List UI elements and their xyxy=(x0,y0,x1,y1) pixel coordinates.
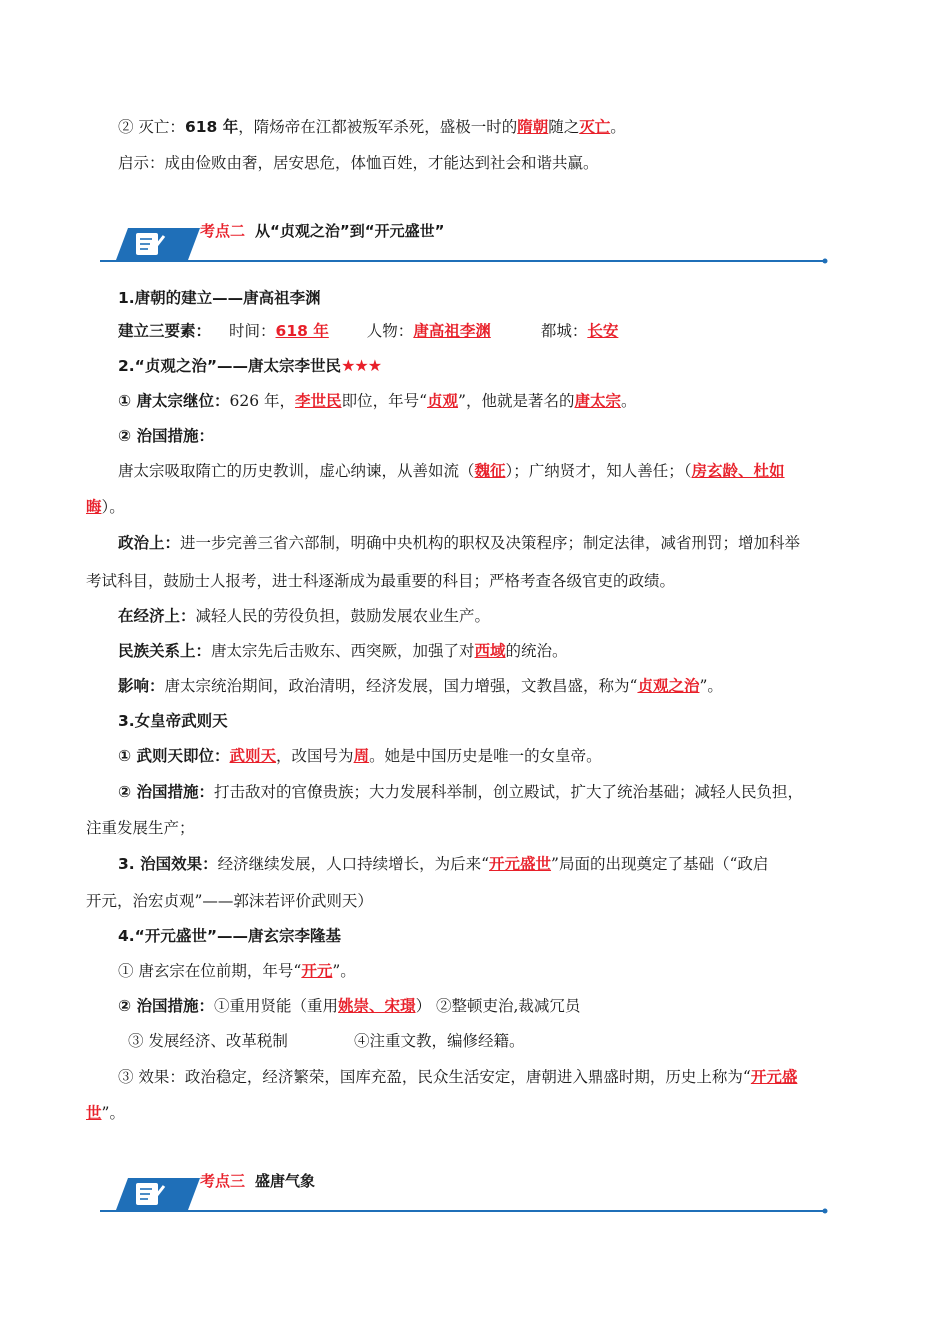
section-label: 考点三 xyxy=(200,1172,246,1190)
text: 。她是中国历史是唯一的女皇帝。 xyxy=(369,747,602,765)
text: ）。 xyxy=(101,498,125,516)
text: 人物： xyxy=(366,322,414,340)
measures-label: ② 治国措施： xyxy=(118,427,215,445)
text: 。 xyxy=(610,118,626,136)
label: ② 治国措施： xyxy=(118,997,215,1015)
section-title xyxy=(200,220,444,242)
section-title-text: 盛唐气象 xyxy=(255,1172,316,1190)
text: ③ 效果：政治稳定，经济繁荣，国库充盈，民众生活安定，唐朝进入鼎盛时期，历史上称为“ xyxy=(118,1068,751,1086)
measures-line-2 xyxy=(86,496,125,518)
text: 经济继续发展，人口持续增长，为后来“ xyxy=(217,855,490,873)
keyword: 618 年 xyxy=(275,322,329,340)
keyword: 李世民 xyxy=(295,392,342,410)
label: 影响： xyxy=(118,677,165,695)
keyword: 开元盛 xyxy=(750,1068,798,1086)
section-label: 考点二 xyxy=(200,222,246,240)
text: ③ 发展经济、改革税制 xyxy=(128,1032,288,1050)
politics-line-1 xyxy=(118,532,800,554)
section-header-3 xyxy=(100,1170,830,1220)
keyword: 周 xyxy=(353,747,370,765)
text: 2.“贞观之治”——唐太宗李世民 xyxy=(118,357,342,375)
keyword: 贞观之治 xyxy=(637,677,700,695)
heading-4: 4.“开元盛世”——唐玄宗李隆基 xyxy=(118,927,342,945)
intro-line-1 xyxy=(118,116,626,138)
accession-line xyxy=(118,390,636,412)
label: ② 治国措施： xyxy=(118,783,215,801)
keyword: 长安 xyxy=(587,322,619,340)
section-header-2 xyxy=(100,220,830,270)
measures-line-1 xyxy=(118,460,785,482)
text: ”局面的出现奠定了基础（“政启 xyxy=(551,855,769,873)
keyword: 开元盛世 xyxy=(489,855,552,873)
xuanzong-line-1 xyxy=(118,960,356,982)
wu-line-1 xyxy=(118,745,602,767)
text: 唐太宗先后击败东、西突厥，加强了对 xyxy=(211,642,475,660)
text: ”。 xyxy=(699,677,723,695)
text: ，隋炀帝在江都被叛军杀死，盛极一时的 xyxy=(238,118,518,136)
keyword: 魏征 xyxy=(474,462,506,480)
label: 3. 治国效果： xyxy=(118,855,218,873)
text: 626 年， xyxy=(229,392,296,410)
heading-1: 1.唐朝的建立——唐高祖李渊 xyxy=(118,289,321,307)
text: ） ②整顿吏治,裁减冗员 xyxy=(415,997,581,1015)
xuanzong-line-4 xyxy=(118,1066,797,1088)
economy-line xyxy=(118,605,490,627)
xuanzong-line-2 xyxy=(118,995,580,1017)
xuanzong-line-3 xyxy=(128,1030,524,1052)
section-title xyxy=(200,1170,315,1192)
keyword: 灭亡 xyxy=(579,118,611,136)
keyword: 房玄龄、杜如 xyxy=(691,462,785,480)
text: 都城： xyxy=(540,322,588,340)
text: 进一步完善三省六部制，明确中央机构的职权及决策程序；制定法律，减省刑罚；增加科举 xyxy=(180,534,801,552)
text: 减轻人民的劳役负担，鼓励发展农业生产。 xyxy=(195,607,491,625)
text: ”，他就是著名的 xyxy=(458,392,575,410)
intro-line-2: 启示：成由俭败由奢，居安思危，体恤百姓，才能达到社会和谐共赢。 xyxy=(118,154,599,172)
label: 民族关系上： xyxy=(118,642,212,660)
text: 唐太宗统治期间，政治清明，经济发展，国力增强，文教昌盛，称为“ xyxy=(164,677,638,695)
heading-2 xyxy=(118,355,381,377)
keyword: 武则天 xyxy=(229,747,277,765)
text: 打击敌对的官僚贵族；大力发展科举制，创立殿试，扩大了统治基础；减轻人民负担， xyxy=(214,783,804,801)
establishment-line xyxy=(118,320,618,342)
label: ① 唐太宗继位： xyxy=(118,392,230,410)
keyword: 晦 xyxy=(86,498,102,516)
text: ④注重文教，编修经籍。 xyxy=(353,1032,525,1050)
text: 即位，年号“ xyxy=(341,392,427,410)
text: 618 年 xyxy=(184,118,239,136)
impact-line xyxy=(118,675,723,697)
wu-line-2 xyxy=(118,781,803,803)
keyword: 姚崇、宋璟 xyxy=(338,997,416,1015)
keyword: 唐太宗 xyxy=(574,392,621,410)
wu-line-3: 注重发展生产； xyxy=(86,819,195,837)
label: ① 武则天即位： xyxy=(118,747,230,765)
heading-3: 3.女皇帝武则天 xyxy=(118,712,228,730)
label: 建立三要素： xyxy=(118,322,212,340)
star-icon: ★★★ xyxy=(341,356,382,375)
text: ）；广纳贤才，知人善任；（ xyxy=(505,462,692,480)
keyword: 贞观 xyxy=(427,392,459,410)
politics-line-2: 考试科目，鼓励士人报考，进士科逐渐成为最重要的科目；严格考查各级官吏的政绩。 xyxy=(86,572,676,590)
wu-effect-line-1 xyxy=(118,853,768,875)
label: 政治上： xyxy=(118,534,181,552)
text: 时间： xyxy=(229,322,276,340)
text: 唐太宗吸取隋亡的历史教训，虚心纳谏，从善如流（ xyxy=(118,462,475,480)
text: 随之 xyxy=(548,118,580,136)
text: 的统治。 xyxy=(505,642,568,660)
text: ，改国号为 xyxy=(276,747,354,765)
text: 。 xyxy=(620,392,637,410)
keyword: 唐高祖李渊 xyxy=(413,322,491,340)
xuanzong-line-5 xyxy=(86,1102,125,1124)
text: ”。 xyxy=(332,962,356,980)
keyword: 西域 xyxy=(474,642,506,660)
text: ”。 xyxy=(101,1104,125,1122)
text: ② 灭亡： xyxy=(118,118,185,136)
text: ①重用贤能（重用 xyxy=(214,997,339,1015)
wu-effect-line-2: 开元，治宏贞观”——郭沫若评价武则天） xyxy=(86,892,373,910)
keyword: 世 xyxy=(86,1104,102,1122)
keyword: 开元 xyxy=(301,962,333,980)
keyword: 隋朝 xyxy=(517,118,549,136)
section-title-text: 从“贞观之治”到“开元盛世” xyxy=(255,222,445,240)
text: ① 唐玄宗在位前期，年号“ xyxy=(118,962,302,980)
label: 在经济上： xyxy=(118,607,196,625)
ethnic-line xyxy=(118,640,568,662)
